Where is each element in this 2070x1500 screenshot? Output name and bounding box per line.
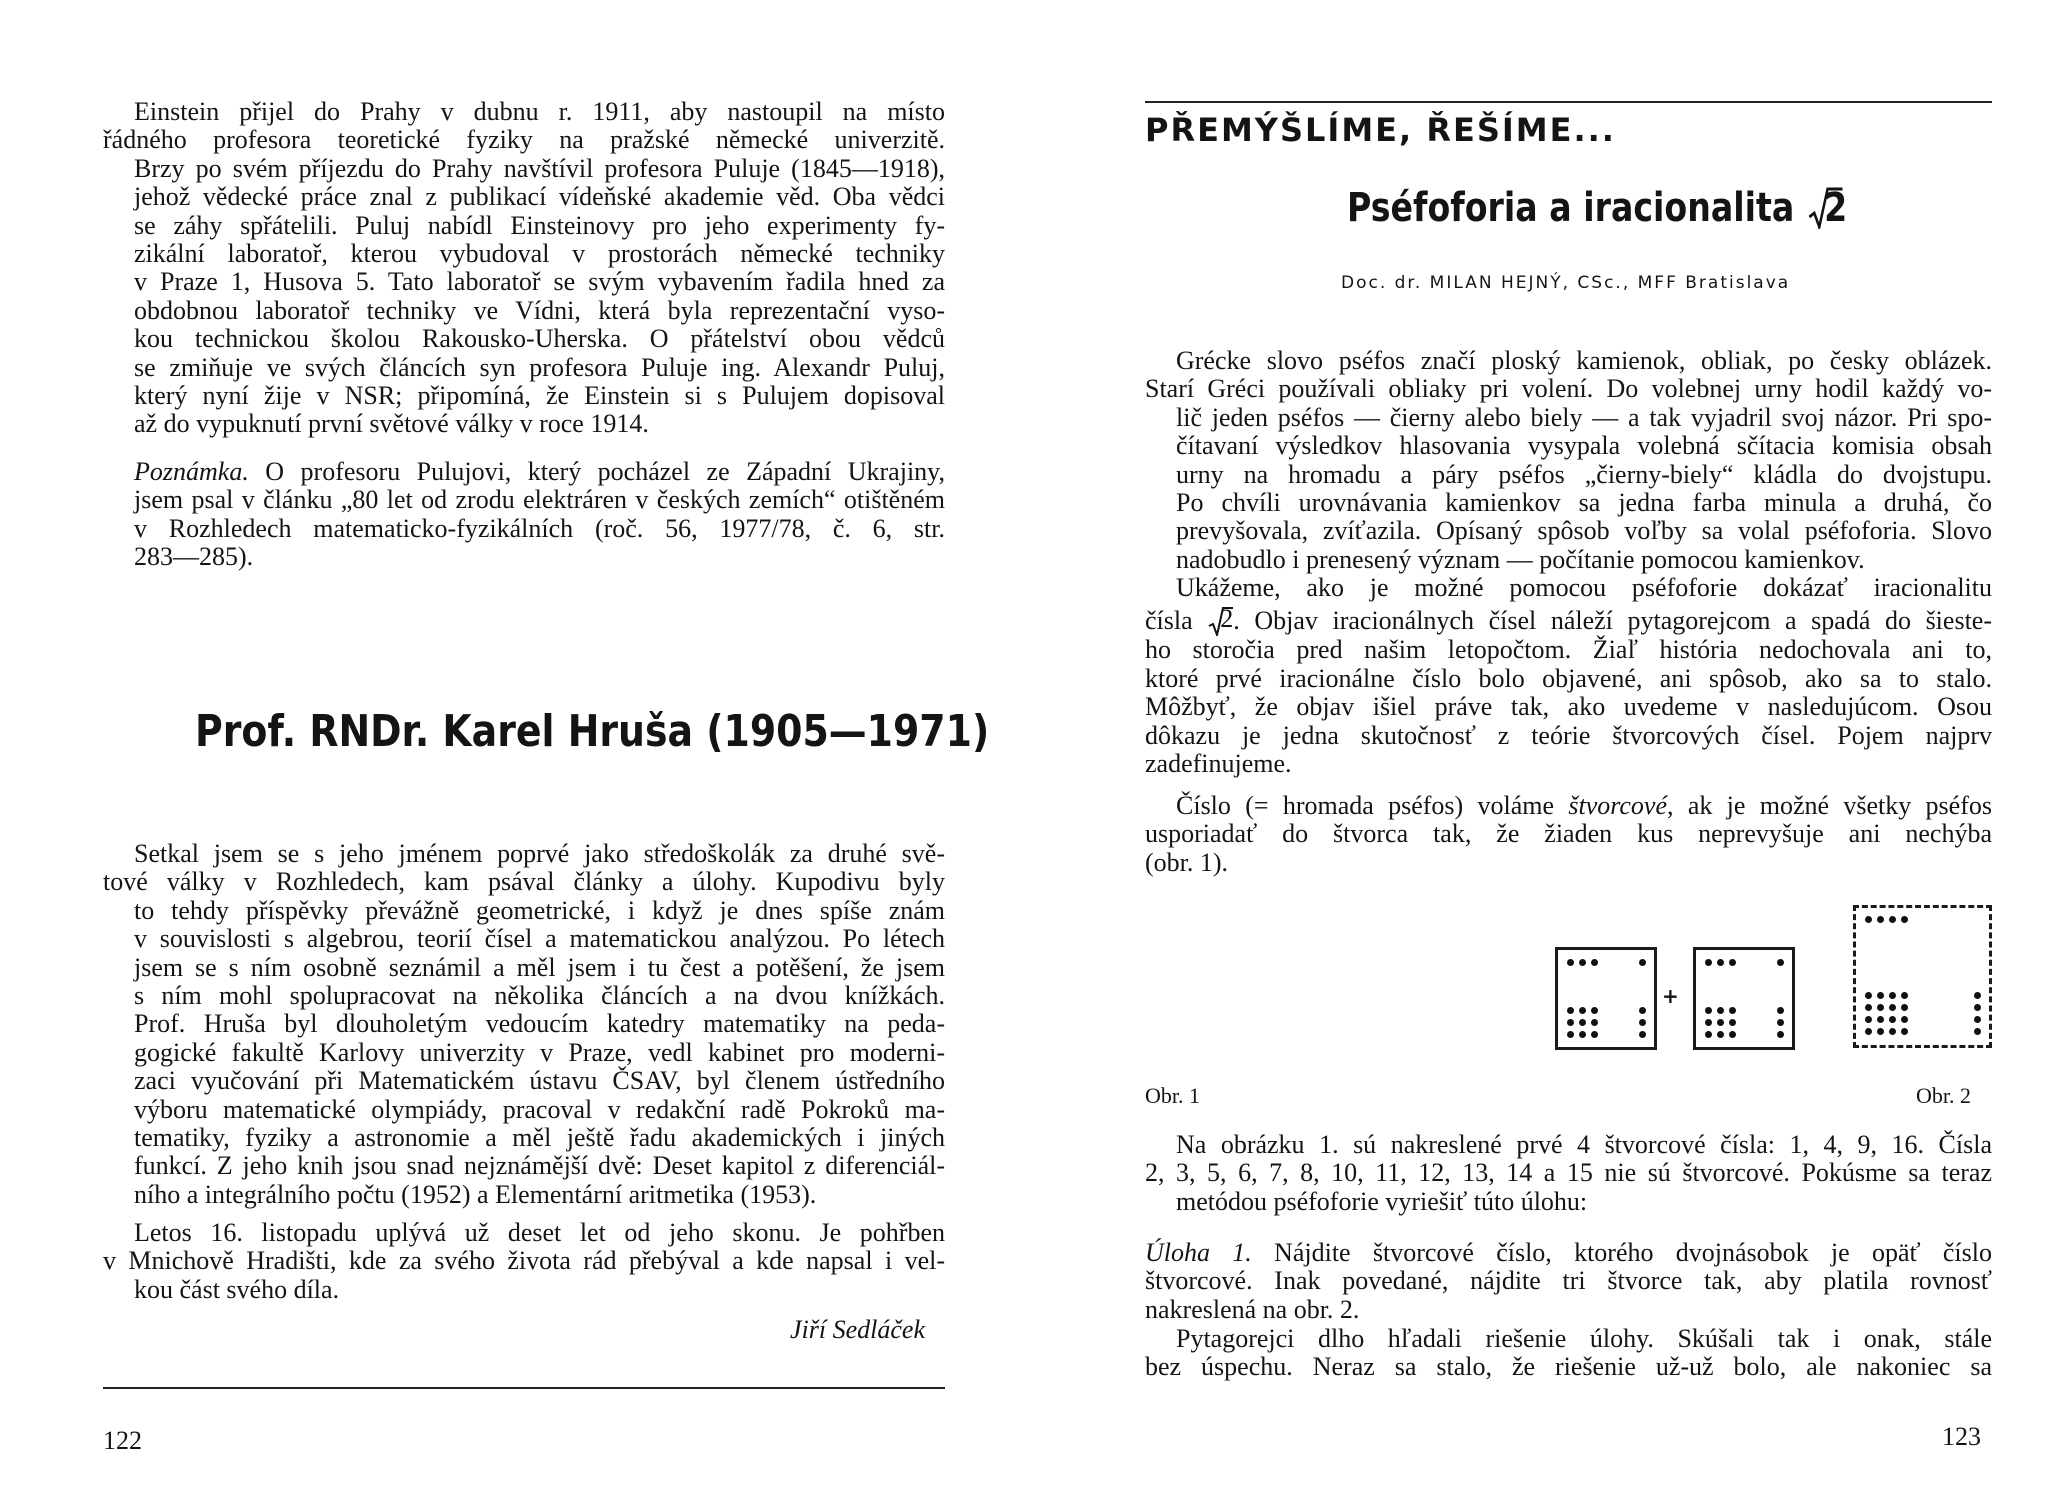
note-label: Poznámka.	[134, 457, 249, 486]
text-line: kou část svého díla.	[134, 1274, 340, 1304]
pebble	[1901, 916, 1908, 923]
pebble	[1705, 1019, 1712, 1026]
note-line: Poznámka. O profesoru Pulujovi, který pocházel ze Západní Ukrajiny,	[134, 457, 945, 486]
text-line: dôkazu je jedna skutočnosť z teórie štvorcových čísel. Pojem najprv	[1145, 720, 1992, 750]
bottom-rule	[103, 1387, 945, 1389]
text-line: zaci vyučování při Matematickém ústavu ČSAV, byl členem ústředního	[134, 1066, 945, 1096]
text-line: metódou pséfoforie vyriešiť túto úlohu:	[1176, 1186, 1588, 1216]
text-line: jehož vědecké práce znal z publikací vídeňské akademie věd. Oba vědci	[134, 182, 945, 212]
pebble	[1865, 1004, 1872, 1011]
pythagoreans-paragraph	[1145, 1325, 1992, 1382]
author-signature: Jiří Sedláček	[790, 1315, 925, 1344]
figure-2-caption: Obr. 2	[1916, 1083, 1971, 1108]
square-box-large	[1853, 905, 1992, 1048]
pebble	[1889, 1028, 1896, 1035]
text-line: až do vypuknutí první světové války v roce 1914.	[134, 409, 649, 439]
pebble	[1705, 959, 1712, 966]
pebble	[1591, 959, 1598, 966]
square-numbers-paragraph	[1145, 1131, 1992, 1216]
pebble	[1639, 1007, 1646, 1014]
title-radicand: 2	[1824, 185, 1848, 231]
pebble	[1777, 1007, 1784, 1014]
text-line: to tehdy příspěvky převážně geometrické, i když je dnes spíše znám	[134, 895, 945, 925]
text-line: v Praze 1, Husova 5. Tato laboratoř se svým vybavením řadila hned za	[134, 267, 945, 297]
article-title	[1347, 185, 1848, 231]
top-rule	[1145, 101, 1992, 103]
section-heading: PŘEMÝŠLÍME, ŘEŠÍME...	[1145, 111, 1616, 149]
einstein-paragraph	[103, 98, 945, 439]
text-line: jsem se s ním osobně seznámil a měl jsem i tu čest a potěšení, že jsem	[134, 952, 945, 982]
text-line: Pytagorejci dlho hľadali riešenie úlohy. Skúšali tak i onak, stále	[1176, 1324, 1992, 1353]
text-line: v Mnichově Hradišti, kde za svého života rád přebýval a kde napsal i vel-	[103, 1246, 945, 1276]
pebble	[1717, 1007, 1724, 1014]
text-line: v souvislosti s algebrou, teorií čísel a matematickou analýzou. Po létech	[134, 924, 945, 954]
text-line: kou technickou školou Rakousko-Uherska. O přátelství obou vědců	[134, 324, 945, 354]
text-line: který nyní žije v NSR; připomíná, že Einstein si s Pulujem dopisoval	[134, 381, 945, 411]
text-line: zadefinujeme.	[1145, 749, 1292, 779]
text-line: Einstein přijel do Prahy v dubnu r. 1911, aby nastoupil na místo	[134, 97, 945, 126]
text-line: tové války v Rozhledech, kam psával články a úlohy. Kupodivu byly	[103, 867, 945, 897]
text-line: Úloha 1. Nájdite štvorcové číslo, ktorého dvojnásobok je opäť číslo	[1145, 1238, 1992, 1267]
pebble	[1579, 959, 1586, 966]
text-line: štvorcové. Inak povedané, nájdite tri štvorce tak, aby platila rovnosť	[1145, 1266, 1992, 1296]
pebble	[1567, 1019, 1574, 1026]
pebble	[1877, 916, 1884, 923]
text-line: se zmiňuje ve svých článcích syn profesora Puluje ing. Alexandr Puluj,	[134, 352, 945, 382]
text-line: řádného profesora teoretické fyziky na pražské německé univerzitě.	[103, 125, 945, 155]
pebble	[1901, 992, 1908, 999]
pebble	[1567, 1007, 1574, 1014]
definition-paragraph	[1145, 792, 1992, 877]
pebble	[1877, 1016, 1884, 1023]
text-line: Letos 16. listopadu uplývá už deset let od jeho skonu. Je pohřben	[134, 1218, 945, 1247]
note-line: jsem psal v článku „80 let od zrodu elektráren v českých zemích“ otištěném	[134, 485, 945, 515]
text-line: usporiadať do štvorca tak, že žiaden kus neprevyšuje ani nechýba	[1145, 819, 1992, 849]
right-page	[1035, 0, 2070, 1500]
text-line: ního a integrálního počtu (1952) a Elementární aritmetika (1953).	[134, 1179, 817, 1209]
text-line: ho storočia pred našim letopočtom. Žiaľ história nedochovala ani to,	[1145, 635, 1992, 665]
text-line: se záhy spřátelili. Puluj nabídl Einsteinovy pro jeho experimenty fy-	[134, 210, 945, 240]
text-line: ktoré prvé iracionálne číslo bolo objavené, ani spôsob, ako sa to stalo.	[1145, 663, 1992, 693]
note-line: 283—285).	[134, 542, 254, 572]
pebble	[1901, 1028, 1908, 1035]
pebble	[1717, 1019, 1724, 1026]
text-line: Na obrázku 1. sú nakreslené prvé 4 štvorcové čísla: 1, 4, 9, 16. Čísla	[1176, 1130, 1992, 1159]
author-line: Doc. dr. MILAN HEJNÝ, CSc., MFF Bratislava	[1341, 273, 1791, 293]
pebble	[1591, 1019, 1598, 1026]
text-line: bez úspechu. Neraz sa stalo, že riešenie už-už bolo, ale nakoniec sa	[1145, 1352, 1992, 1382]
text-line: Starí Gréci používali obliaky pri volení. Do volebnej urny hodil každý vo-	[1145, 374, 1992, 404]
pebble	[1877, 1004, 1884, 1011]
text-line: Môžbyť, že objav išiel práve tak, ako uvedeme v nasledujúcom. Osou	[1145, 692, 1992, 722]
text-line: nadobudlo i prenesený význam — počítanie pomocou kamienkov.	[1176, 544, 1865, 574]
pebble	[1974, 1028, 1981, 1035]
pebble	[1567, 1031, 1574, 1038]
pebble	[1777, 1019, 1784, 1026]
text-line: tematiky, fyziky a astronomie a měl ještě řadu akademických i jiných	[134, 1123, 945, 1153]
text-line: gogické fakultě Karlovy univerzity v Praze, vedl kabinet pro moderni-	[134, 1037, 945, 1067]
plus-sign: +	[1662, 984, 1679, 1008]
text-line: Brzy po svém příjezdu do Prahy navštívil profesora Puluje (1845—1918),	[134, 153, 945, 183]
text-line: Grécke slovo pséfos značí ploský kamienok, obliak, po česky oblázek.	[1176, 346, 1992, 375]
pebble	[1889, 916, 1896, 923]
square-box-small-2	[1693, 947, 1795, 1050]
pebble	[1591, 1031, 1598, 1038]
pebble	[1889, 1016, 1896, 1023]
text-line: výboru matematické olympiády, pracoval v redakční radě Pokroků ma-	[134, 1094, 945, 1124]
sqrt-symbol	[1806, 185, 1848, 231]
task-paragraph	[1145, 1239, 1992, 1324]
article-title-text: Pséfoforia a iracionalita	[1347, 185, 1795, 231]
text-line: (obr. 1).	[1145, 847, 1229, 877]
psefos-paragraph	[1145, 347, 1992, 574]
pebble	[1705, 1007, 1712, 1014]
hrusa-bio-paragraph-2	[103, 1219, 945, 1304]
pebble	[1705, 1031, 1712, 1038]
pebble	[1901, 1004, 1908, 1011]
pebble	[1901, 1016, 1908, 1023]
text-line: Ukážeme, ako je možné pomocou pséfoforie dokázať iracionalitu	[1176, 573, 1992, 602]
pebble	[1889, 1004, 1896, 1011]
note-paragraph	[103, 458, 945, 572]
pebble	[1777, 1031, 1784, 1038]
pebble	[1889, 992, 1896, 999]
pebble	[1729, 1007, 1736, 1014]
pebble	[1865, 916, 1872, 923]
pebble	[1639, 1031, 1646, 1038]
text-line: 2, 3, 5, 6, 7, 8, 10, 11, 12, 13, 14 a 15 nie sú štvorcové. Pokúsme sa teraz	[1145, 1158, 1992, 1188]
pebble	[1974, 992, 1981, 999]
text-line: čítavaní výsledkov hlasovania vysypala volebná sčítacia komisia obsah	[1176, 431, 1992, 461]
pebble	[1579, 1007, 1586, 1014]
pebble	[1729, 1019, 1736, 1026]
text-line: urny na hromadu a páry pséfos „čierny-biely“ kládla do dvojstupu.	[1176, 459, 1992, 489]
pebble	[1567, 959, 1574, 966]
sqrt-symbol-inline: 2	[1207, 606, 1233, 636]
square-box-small-1	[1555, 947, 1657, 1050]
text-line: lič jeden pséfos — čierny alebo biely — a tak vyjadril svoj názor. Pri spo-	[1176, 402, 1992, 432]
text-line: Prof. Hruša byl dlouholetým vedoucím katedry matematiky na peda-	[134, 1009, 945, 1039]
hrusa-bio-paragraph	[103, 840, 945, 1209]
figure-1-caption: Obr. 1	[1145, 1083, 1200, 1108]
hrusa-title: Prof. RNDr. Karel Hruša (1905—1971)	[195, 706, 990, 757]
text-line: obdobnou laboratoř techniky ve Vídni, která byla reprezentační vyso-	[134, 295, 945, 325]
text-line: funkcí. Z jeho knih jsou snad nejznámější dvě: Deset kapitol z diferenciál-	[134, 1151, 945, 1181]
text-line: Číslo (= hromada pséfos) voláme štvorcové, ak je možné všetky pséfos	[1176, 791, 1992, 820]
note-line: v Rozhledech matematicko-fyzikálních (roč. 56, 1977/78, č. 6, str.	[134, 513, 945, 543]
pebble	[1974, 1004, 1981, 1011]
pebble	[1877, 1028, 1884, 1035]
pebble	[1729, 959, 1736, 966]
text-line: prevyšovala, zvíťazila. Opísaný spôsob voľby sa volal pséfoforia. Slovo	[1176, 516, 1992, 546]
text-line: Po chvíli urovnávania kamienkov sa jedna farba minula a druhá, čo	[1176, 488, 1992, 518]
page-number-right: 123	[1942, 1422, 1981, 1451]
pebble	[1579, 1031, 1586, 1038]
text-line: s ním mohl spolupracovat na několika článcích a na dvou knížkách.	[134, 981, 945, 1011]
pebble	[1639, 1019, 1646, 1026]
pebble	[1865, 992, 1872, 999]
text-line: Setkal jsem se s jeho jménem poprvé jako středoškolák za druhé svě-	[134, 839, 945, 868]
pebble	[1717, 1031, 1724, 1038]
pebble	[1639, 959, 1646, 966]
task-label: Úloha 1.	[1145, 1238, 1252, 1267]
pebble	[1717, 959, 1724, 966]
pebble	[1865, 1016, 1872, 1023]
pebble	[1877, 992, 1884, 999]
text-line: nakreslená na obr. 2.	[1145, 1294, 1360, 1324]
text-line: zikální laboratoř, kterou vybudoval v prostorách německé techniky	[134, 239, 945, 269]
pebble	[1974, 1016, 1981, 1023]
irrationality-paragraph	[1145, 574, 1992, 778]
pebble	[1729, 1031, 1736, 1038]
text-line: čísla 2 . Objav iracionálnych čísel náleží pytagorejcom a spadá do šieste-	[1145, 604, 1992, 636]
pebble	[1591, 1007, 1598, 1014]
pebble	[1865, 1028, 1872, 1035]
page-number-left: 122	[103, 1426, 142, 1455]
pebble	[1579, 1019, 1586, 1026]
pebble	[1777, 959, 1784, 966]
